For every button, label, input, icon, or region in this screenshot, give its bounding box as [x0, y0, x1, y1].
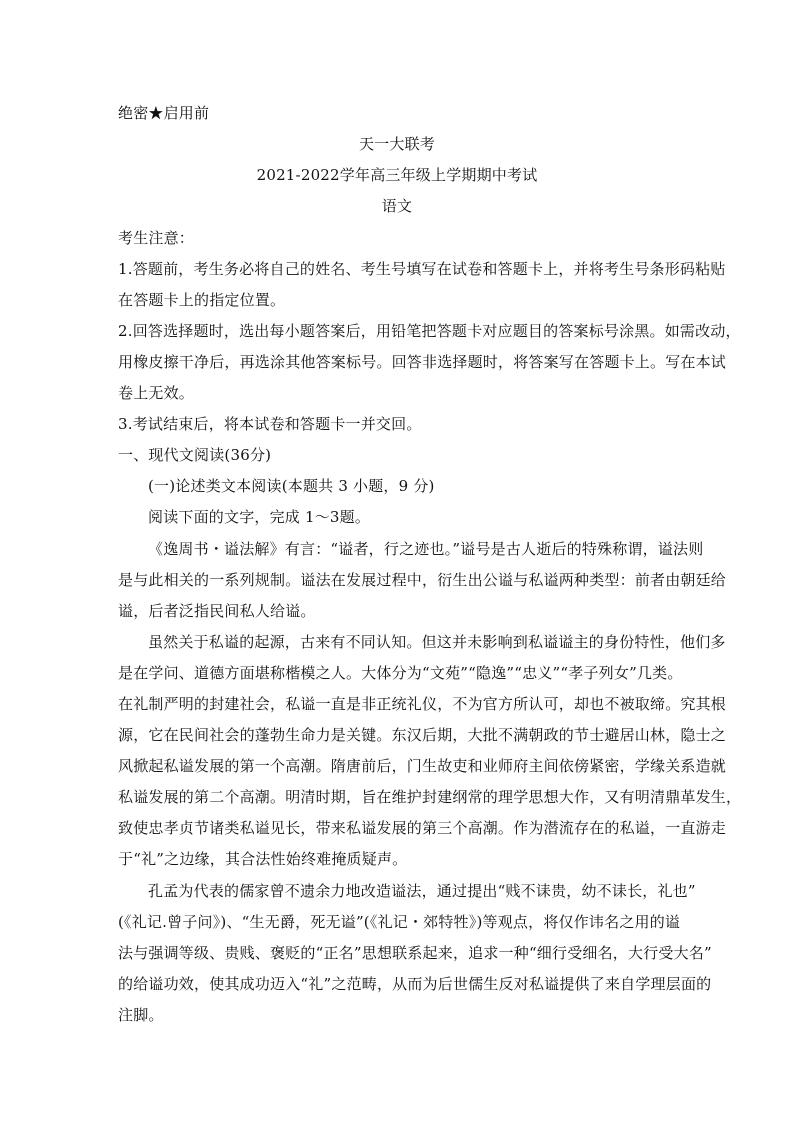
passage-line: 是与此相关的一系列规制。谥法在发展过程中，衍生出公谥与私谥两种类型：前者由朝廷给: [118, 571, 727, 589]
passage-line: 在礼制严明的封建社会，私谥一直是非正统礼仪，不为官方所认可，却也不被取缔。究其根: [118, 695, 727, 713]
passage-line: 于“礼”之边缘，其合法性始终难掩质疑声。: [118, 850, 408, 868]
passage-line: 的给谥功效，使其成功迈入“礼”之范畴，从而为后世儒生反对私谥提供了来自学理层面的: [118, 975, 712, 993]
passage-line: 致使忠孝贞节诸类私谥见长，带来私谥发展的第三个高潮。作为潜流存在的私谥，一直游走: [118, 819, 727, 837]
secrecy-label: 绝密★启用前: [118, 104, 210, 122]
notice-line: 3.考试结束后，将本试卷和答题卡一并交回。: [118, 415, 422, 433]
reading-instruction: 阅读下面的文字，完成 1～3题。: [148, 508, 371, 526]
passage-line: 私谥发展的第二个高潮。明清时期，旨在维护封建纲常的理学思想大作，又有明清鼎革发生，: [118, 788, 742, 806]
notice-line: 在答题卡上的指定位置。: [118, 291, 286, 309]
exam-org-title: 天一大联考: [358, 135, 435, 153]
notice-line: 1.答题前，考生务必将自己的姓名、考生号填写在试卷和答题卡上，并将考生号条形码粘贴: [118, 260, 726, 278]
passage-line: 虽然关于私谥的起源，古来有不同认知。但这并未影响到私谥谥主的身份特性，他们多: [148, 633, 726, 651]
notice-title: 考生注意：: [118, 229, 195, 247]
passage-line: 法与强调等级、贵贱、褒贬的“正名”思想联系起来，追求一种“细行受细名，大行受大名”: [118, 944, 712, 962]
passage-line: 是在学问、道德方面堪称楷模之人。大体分为“文苑”“隐逸”“忠义”“孝子列女”几类。: [118, 664, 683, 682]
passage-line: 孔孟为代表的儒家曾不遗余力地改造谥法，通过提出“贱不诔贵，幼不诔长，礼也”: [148, 882, 696, 900]
passage-line: (《礼记.曾子问》)、“生无爵，死无谥”(《礼记・郊特牲》)等观点，将仅作讳名之用的谥: [118, 913, 681, 931]
notice-line: 卷上无效。: [118, 384, 195, 402]
subject-title: 语文: [381, 197, 413, 215]
section-title: 一、现代文阅读(36分): [118, 446, 272, 464]
passage-line: 《逸周书・谥法解》有言：“谥者，行之迹也。”谥号是古人逝后的特殊称谓，谥法则: [148, 540, 704, 558]
notice-line: 2.回答选择题时，选出每小题答案后，用铅笔把答题卡对应题目的答案标号涂黑。如需改动，: [118, 322, 741, 340]
notice-line: 用橡皮擦干净后，再选涂其他答案标号。回答非选择题时，将答案写在答题卡上。写在本试: [118, 353, 727, 371]
exam-title: 2021-2022学年高三年级上学期期中考试: [256, 166, 538, 184]
passage-line: 风掀起私谥发展的第一个高潮。隋唐前后，门生故吏和业师府主间依傍紧密，学缘关系造就: [118, 757, 727, 775]
passage-line: 注脚。: [118, 1006, 164, 1024]
passage-line: 谥，后者泛指民间私人给谥。: [118, 602, 316, 620]
passage-line: 源，它在民间社会的蓬勃生命力是关键。东汉后期，大批不满朝政的节士避居山林，隐士之: [118, 726, 727, 744]
subsection-title: (一)论述类文本阅读(本题共 3 小题，9 分): [148, 477, 435, 495]
